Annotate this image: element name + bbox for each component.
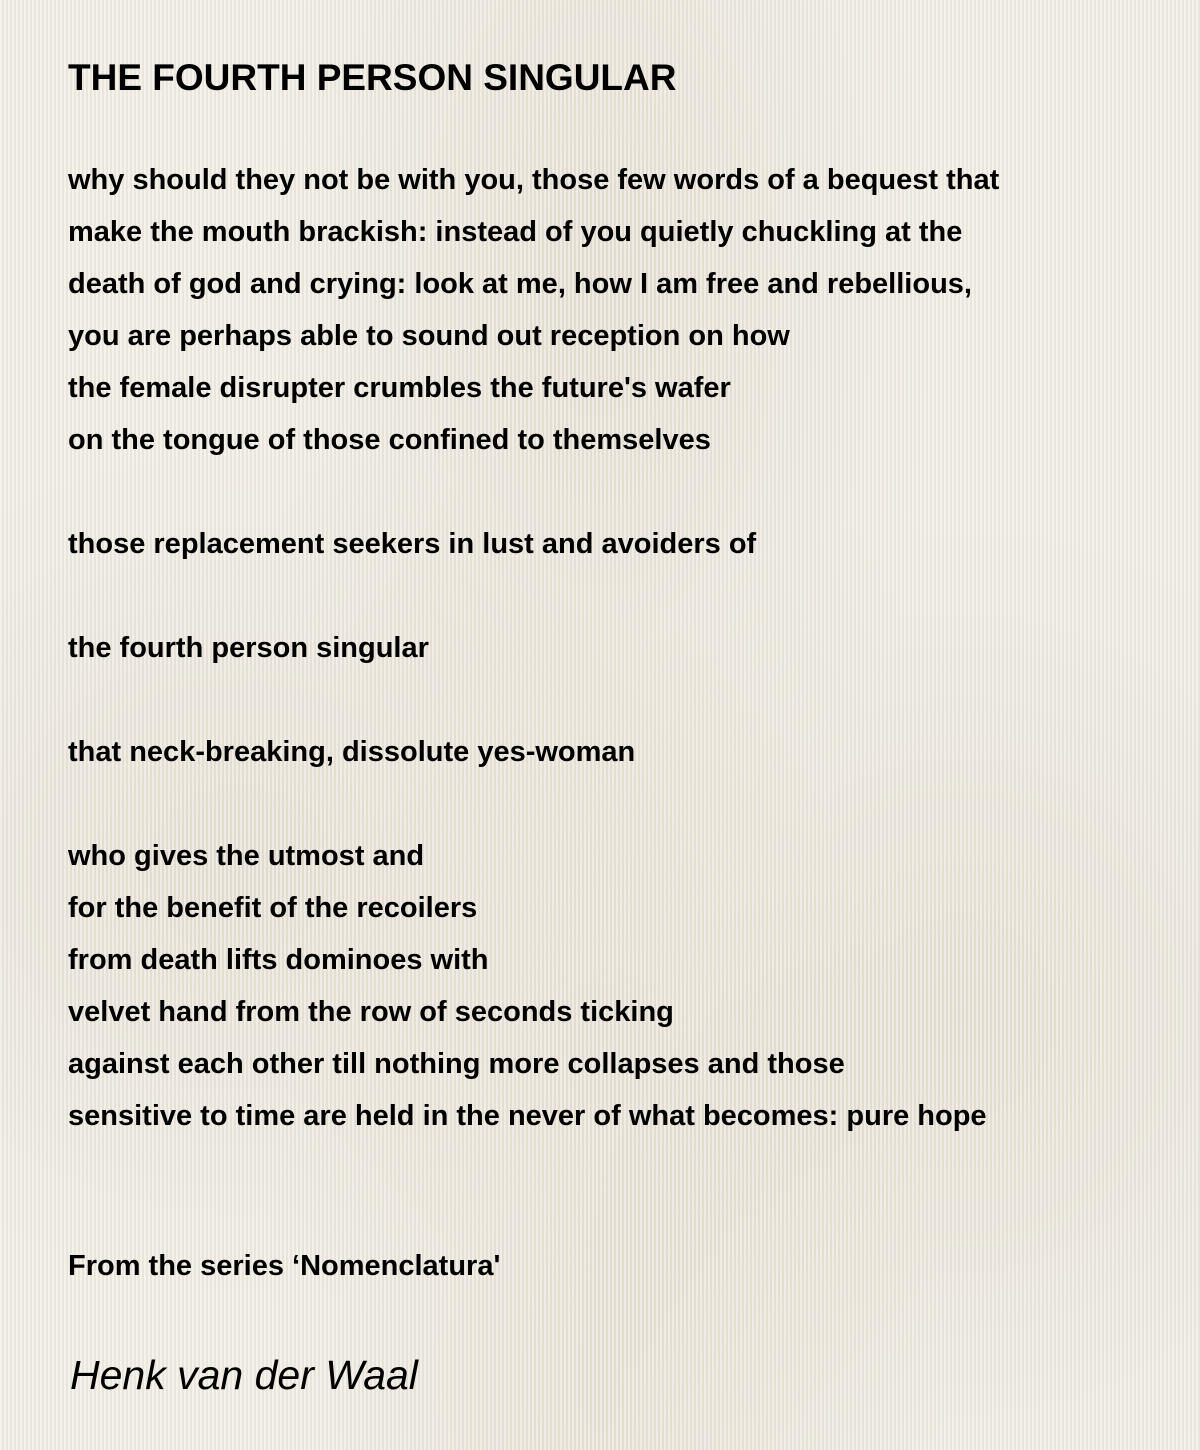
poem-line: who gives the utmost and [68, 840, 425, 872]
poem-line: sensitive to time are held in the never of what becomes: pure hope [68, 1100, 987, 1132]
poem-line: velvet hand from the row of seconds ticking [68, 996, 674, 1028]
poem-line: those replacement seekers in lust and avoiders of [68, 528, 757, 560]
source-note: From the series ‘Nomenclatura' [68, 1250, 501, 1282]
poem-line: for the benefit of the recoilers [68, 892, 478, 924]
poem-line: against each other till nothing more collapses and those [68, 1048, 845, 1080]
stanza-break [68, 570, 1168, 622]
stanza-break [68, 674, 1168, 726]
poem-body [68, 154, 1168, 1142]
poem-line: on the tongue of those confined to themselves [68, 424, 711, 456]
poem-title: THE FOURTH PERSON SINGULAR [68, 57, 677, 98]
poem-author: Henk van der Waal [70, 1352, 418, 1398]
poem-line: make the mouth brackish: instead of you quietly chuckling at the [68, 216, 963, 248]
poem-line: from death lifts dominoes with [68, 944, 489, 976]
poem-line: you are perhaps able to sound out reception on how [68, 320, 790, 352]
poem-line: the fourth person singular [68, 632, 429, 664]
poem-line: the female disrupter crumbles the future's wafer [68, 372, 731, 404]
stanza-break [68, 778, 1168, 830]
poem-line: that neck-breaking, dissolute yes-woman [68, 736, 636, 768]
poem-line: why should they not be with you, those few words of a bequest that [68, 164, 1000, 196]
poem-line: death of god and crying: look at me, how I am free and rebellious, [68, 268, 972, 300]
stanza-break [68, 466, 1168, 518]
